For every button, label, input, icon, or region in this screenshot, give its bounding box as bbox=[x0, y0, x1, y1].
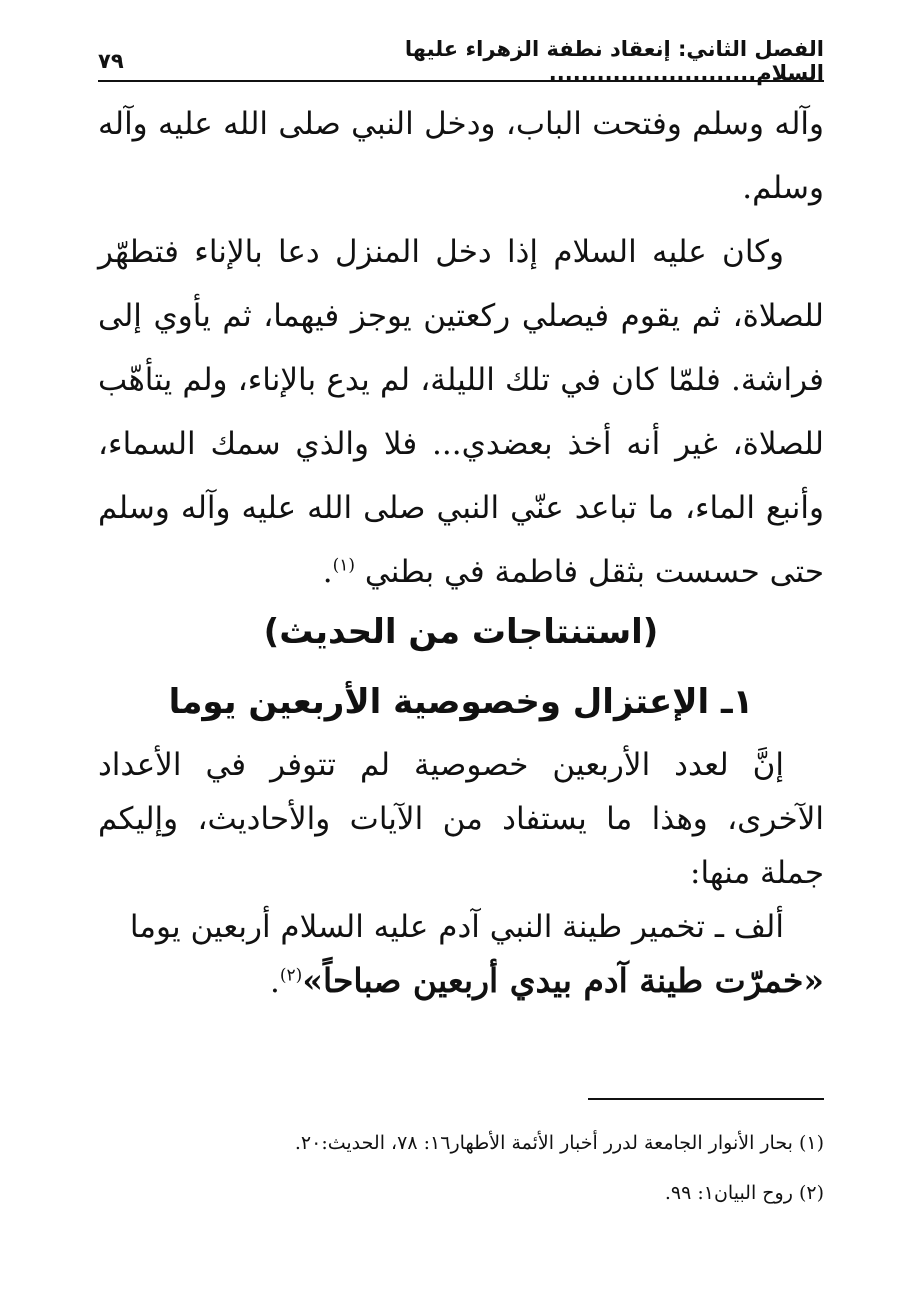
page-number: ٧٩ bbox=[98, 49, 124, 73]
period: . bbox=[322, 554, 333, 590]
subsection-heading: ١ـ الإعتزال وخصوصية الأربعين يوما bbox=[168, 682, 754, 722]
running-header bbox=[98, 37, 824, 85]
paragraph: ألف ـ تخمير طينة النبي آدم عليه السلام أربعين يوما bbox=[129, 909, 784, 945]
footnote-ref: (٢) bbox=[279, 965, 303, 986]
section-text bbox=[98, 738, 824, 1009]
footnote: (٢) روح البيان١: ٩٩. bbox=[664, 1182, 824, 1204]
paragraph-text: وكان عليه السلام إذا دخل المنزل دعا بالإناء فتطهّر للصلاة، ثم يقوم فيصلي ركعتين يوجز فيهما، ثم يأوي إلى فراشة. فلمّا كان في تلك الليلة، لم يدع بالإناء، ولم يتأهّب للصلاة، غير أنه أخذ بعضدي... فلا والذي سمك السماء، وأنبع الماء، ما تباعد عنّي النبي صلى الله عليه وآله وسلم حتى حسست بثقل فاطمة في بطني bbox=[98, 234, 824, 590]
main-text bbox=[98, 92, 824, 604]
paragraph bbox=[98, 220, 824, 604]
paragraph: وآله وسلم وفتحت الباب، ودخل النبي صلى الله عليه وآله وسلم. bbox=[98, 106, 824, 206]
quote-line bbox=[98, 954, 824, 1009]
footnotes bbox=[98, 1118, 824, 1218]
quote: «خمرّت طينة آدم بيدي أربعين صباحاً» bbox=[302, 961, 824, 1000]
footnote: (١) بحار الأنوار الجامعة لدرر أخبار الأئمة الأطهار١٦: ٧٨، الحديث:٢٠. bbox=[294, 1132, 824, 1154]
section-heading: (استنتاجات من الحديث) bbox=[263, 612, 659, 652]
chapter-title: الفصل الثاني: إنعقاد نطفة الزهراء عليها السلام.......................... bbox=[404, 37, 824, 85]
footnote-divider bbox=[588, 1098, 824, 1100]
footnote-ref: (١) bbox=[332, 555, 356, 576]
period: . bbox=[270, 964, 280, 1000]
paragraph: إنَّ لعدد الأربعين خصوصية لم تتوفر في الأعداد الآخرى، وهذا ما يستفاد من الآيات والأحاديث، وإليكم جملة منها: bbox=[98, 747, 824, 891]
